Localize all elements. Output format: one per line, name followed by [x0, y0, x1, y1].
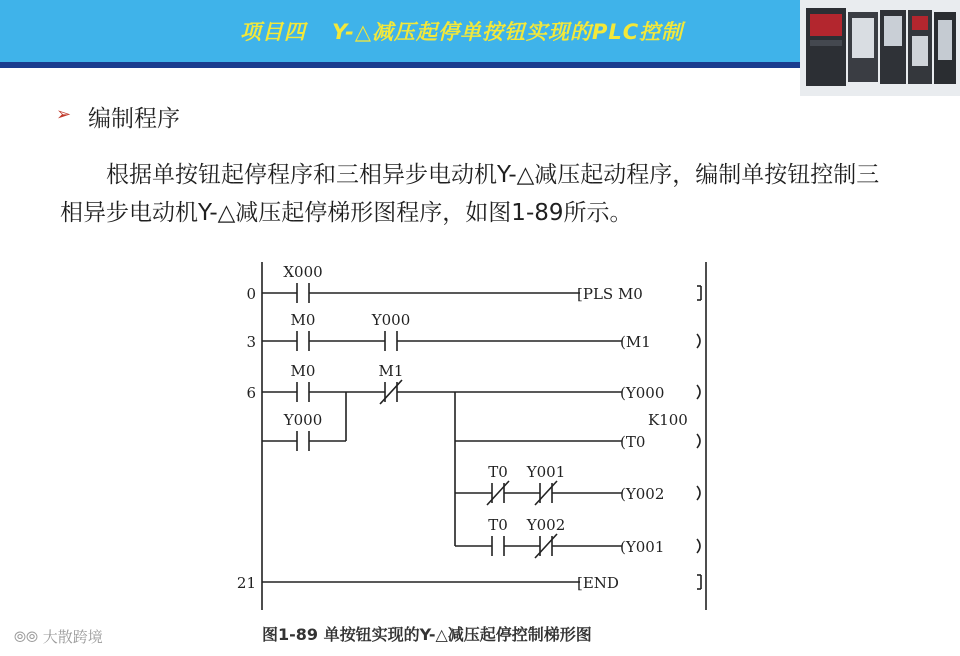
contact-label-t0: T0 [488, 516, 508, 534]
watermark-text: 大散跨境 [42, 628, 103, 646]
step-number-0: 0 [246, 285, 256, 303]
project-label: 项目四 [240, 20, 306, 44]
contact-label-y000: Y000 [371, 311, 411, 329]
step-number-21: 21 [236, 574, 256, 592]
body-paragraph: 根据单按钮起停程序和三相异步电动机Y-△减压起动程序，编制单按钮控制三相异步电动机Y-△减压起停梯形图程序，如图1-89所示。 [60, 162, 880, 226]
contact-label-y001: Y001 [526, 463, 566, 481]
instruction-end: [END [577, 574, 619, 592]
contact-label-t0: T0 [488, 463, 508, 481]
step-number-6: 6 [246, 384, 256, 402]
contact-label-y000-parallel: Y000 [283, 411, 323, 429]
contact-label-x000: X000 [283, 263, 323, 281]
coil-label-y002: (Y002 [620, 485, 665, 503]
contact-label-m1-nc: M1 [378, 362, 404, 380]
coil-label-m1: (M1 [620, 333, 651, 351]
coil-label-t0: (T0 [620, 433, 646, 451]
contact-label-m0: M0 [290, 311, 316, 329]
contact-label-y002: Y002 [526, 516, 566, 534]
step-number-3: 3 [246, 333, 256, 351]
coil-label-y000: (Y000 [620, 384, 665, 402]
coil-label-y001: (Y001 [620, 538, 665, 556]
arrow-bullet-icon: ➢ [56, 104, 72, 125]
timer-constant-k100: K100 [648, 411, 688, 429]
figure-caption: 图1-89 单按钮实现的Y-△减压起停控制梯形图 [262, 625, 592, 644]
slide-title: Y-△减压起停单按钮实现的PLC控制 [332, 20, 684, 44]
contact-label-m0: M0 [290, 362, 316, 380]
section-title: 编制程序 [88, 106, 180, 132]
watermark: ⦾⦾ 大散跨境 [14, 628, 103, 646]
instruction-pls-m0: [PLS M0 [577, 285, 643, 303]
